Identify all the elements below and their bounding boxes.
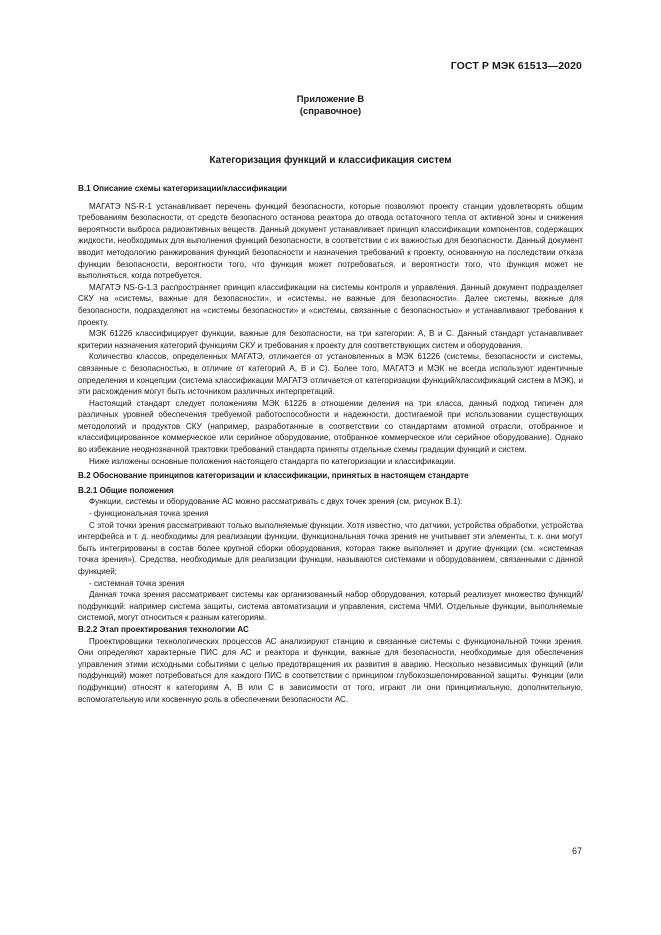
paragraph: Настоящий стандарт следует положениям МЭК 61226 в отношении деления на три класса, данный подход типичен для различных уровней обеспечения требуемой работоспособности и надежности, достигаемой при использовании существующих методологий и продуктов СКУ (например, разработанные в соответствии со стандартами атомной отрасли, отобранное и классифицированное коммерческое или серийное оборудование, отобранное коммерческое или серийное оборудование). Однако во избежание неоднозначной трактовки требований стандарта приняты отдельные схемы градации функций и систем. bbox=[78, 398, 583, 455]
annex-subtitle: (справочное) bbox=[299, 105, 362, 116]
paragraph: Функции, системы и оборудование АС можно рассматривать с двух точек зрения (см. рисунок В.1): bbox=[89, 497, 463, 507]
section-heading-b1: В.1 Описание схемы категоризации/классификации bbox=[78, 184, 288, 193]
list-item: - системная точка зрения bbox=[89, 578, 185, 588]
page-number: 67 bbox=[571, 846, 582, 856]
annex-title: Приложение В bbox=[296, 93, 365, 104]
paragraph: Количество классов, определенных МАГАТЭ, отличается от установленных в МЭК 61226 (системы, безопасности и системы, связанные с безопасностью, в отличие от категорий А, В и С). Более того, МАГАТЭ и МЭК не всегда используют идентичные определения и концепции (система классификации МАГАТЭ отличается от категоризации функций/классификаций систем в МЭК), и эти расхождения могут быть источником различных интерпретаций. bbox=[78, 352, 583, 397]
subsection-heading-b21: В.2.1 Общие положения bbox=[78, 485, 174, 495]
section-heading-b2: В.2 Обоснование принципов категоризации и классификации, принятых в настоящем стандарте bbox=[78, 471, 469, 481]
document-body bbox=[78, 183, 583, 705]
paragraph: МЭК 61226 классифицирует функции, важные для безопасности, на три категории: А, В и С. Данный стандарт устанавливает критерии назначения категорий функциям СКУ и требования к проекту для соответствующих систем и оборудования. bbox=[78, 329, 583, 350]
paragraph: Данная точка зрения рассматривает системы как организованный набор оборудования, который реализует множество функций/подфункций: например система защиты, система автоматизации и управления, система ЧМИ. Отдельные функции, выполняемые системой, могут относиться к разным категориям. bbox=[78, 590, 583, 623]
list-item: - функциональная точка зрения bbox=[89, 509, 209, 519]
paragraph: Проектировщики технологических процессов АС анализируют станцию и связанные системы с функциональной точки зрения. Они определяют характерные ПИС для АС и реактора и функции, важные для безопасности, необходимые для обеспечения управления этими исходными событиями с целью предотвращения их развития в аварию. Несколько независимых функций (или подфункций) может потребоваться для каждого ПИС в соответствии с принципом глубокоэшелонированной защиты. Функции (или подфункции) относят к категориям А, В или С в зависимости от того, играют ли они принципиальную, дополнительную, вспомогательную или косвенную роль в обеспечении безопасности АС. bbox=[78, 636, 583, 704]
paragraph: Ниже изложены основные положения настоящего стандарта по категоризации и классификации. bbox=[89, 456, 456, 466]
paragraph: С этой точки зрения рассматривают только выполняемые функции. Хотя известно, что датчики, устройства обработки, устройства интерфейса и т. д. необходимы для реализации функции, функциональная точка зрения не учитывает эти элементы, т. к. они могут быть интегрированы в состав более крупной сборки оборудования, которая также выполняет и другие функции (см. «системная точка зрения»). Средства, необходимые для реализации функции, называются системами и оборудованием, связанными с данной функцией; bbox=[78, 520, 583, 576]
page-title: Категоризация функций и классификация систем bbox=[209, 155, 452, 166]
subsection-heading-b22: В.2.2 Этап проектирования технологии АС bbox=[78, 624, 249, 634]
paragraph: МАГАТЭ NS-R-1 устанавливает перечень функций безопасности, которые позволяют проекту станции удовлетворять общим требованиям безопасности, от средств безопасного останова реактора до отвода остаточного тепла от активной зоны и снижения вероятности выброса радиоактивных веществ. Данный документ устанавливает принцип классификации компонентов, содержащих жидкости, необходимых для выполнения функций безопасности, в соответствии с их важностью для безопасности. Данный документ вводит методологию ранжирования функций безопасности и назначения требований к проекту, основанную на последствии отказа функции безопасности, вероятности того, что функция может потребоваться, и вероятности того, что функция может не выполняться, когда потребуется. bbox=[78, 201, 583, 281]
paragraph: МАГАТЭ NS-G-1.3 распространяет принцип классификации на системы контроля и управления. Данный документ подразделяет СКУ на «системы, важные для безопасности», и «системы, не важные для безопасности». Далее системы, важные для безопасности, подразделяют на «системы безопасности» и «системы, связанные с безопасностью» и устанавливают требования к проекту. bbox=[78, 282, 583, 327]
document-code: ГОСТ Р МЭК 61513—2020 bbox=[450, 60, 582, 72]
